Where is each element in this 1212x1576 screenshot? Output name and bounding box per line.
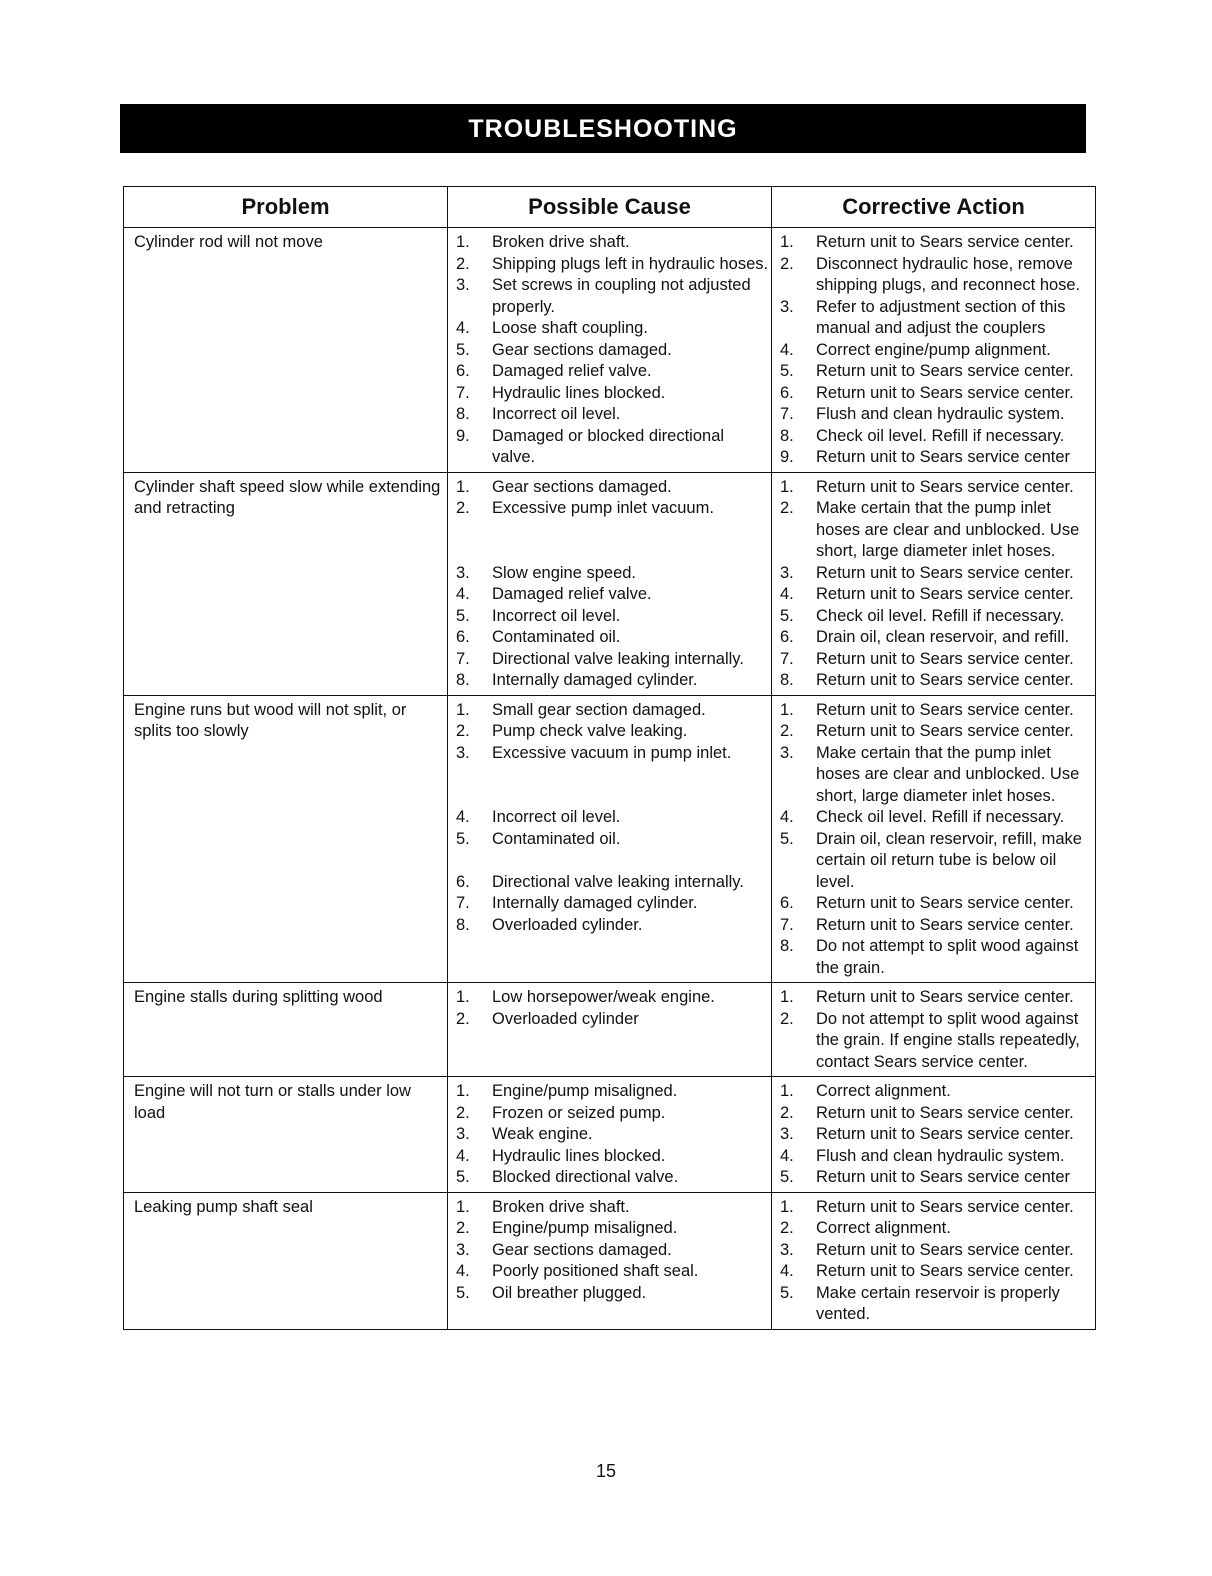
item-text: Return unit to Sears service center. — [816, 477, 1074, 496]
cause-item — [456, 361, 769, 383]
item-text: Make certain that the pump inlet hoses are clear and unblocked. Use short, large diameter inlet hoses. — [816, 743, 1080, 805]
item-text: Hydraulic lines blocked. — [492, 383, 666, 402]
cause-item — [456, 340, 769, 362]
item-text: Drain oil, clean reservoir, refill, make certain oil return tube is below oil level. — [816, 829, 1082, 891]
problem-cell: Engine stalls during splitting wood — [124, 983, 448, 1077]
item-text: Broken drive shaft. — [492, 233, 630, 251]
item-text: Return unit to Sears service center. — [816, 1240, 1074, 1259]
action-item — [780, 563, 1093, 585]
table-row — [124, 472, 1096, 695]
item-number: 5. — [456, 606, 470, 625]
action-item — [780, 1240, 1093, 1262]
item-number: 7. — [456, 383, 470, 402]
item-text: Internally damaged cylinder. — [492, 671, 698, 689]
item-number: 3. — [456, 563, 470, 582]
item-text: Shipping plugs left in hydraulic hoses. — [492, 254, 769, 273]
item-text: Make certain that the pump inlet hoses are clear and unblocked. Use short, large diameter inlet hoses. — [816, 499, 1080, 560]
item-text: Gear sections damaged. — [492, 1240, 672, 1259]
item-number: 4. — [456, 319, 470, 337]
item-number: 2. — [456, 1219, 470, 1237]
page-title-banner: TROUBLESHOOTING — [120, 104, 1086, 153]
cause-cell — [448, 983, 772, 1077]
cause-item — [456, 426, 769, 469]
action-item — [780, 254, 1093, 297]
action-item — [780, 340, 1093, 362]
item-text: Hydraulic lines blocked. — [492, 1146, 666, 1165]
item-text: Refer to adjustment section of this manual and adjust the couplers — [816, 297, 1066, 337]
item-number: 8. — [456, 671, 470, 689]
item-number: 6. — [780, 894, 794, 912]
item-text: Return unit to Sears service center. — [816, 563, 1074, 582]
cause-item — [456, 627, 769, 649]
cause-item — [456, 498, 769, 563]
item-text: Weak engine. — [492, 1125, 593, 1143]
item-number: 1. — [780, 477, 794, 496]
item-number: 3. — [780, 1240, 794, 1259]
item-text: Return unit to Sears service center. — [816, 649, 1074, 668]
item-number: 8. — [780, 426, 794, 445]
item-text: Return unit to Sears service center — [816, 448, 1071, 466]
item-text: Incorrect oil level. — [492, 606, 621, 625]
item-number: 1. — [780, 988, 794, 1006]
item-text: Return unit to Sears service center. — [816, 1262, 1074, 1280]
action-cell — [772, 472, 1096, 695]
item-number: 2. — [456, 254, 470, 273]
item-text: Return unit to Sears service center — [816, 1168, 1071, 1186]
item-text: Damaged relief valve. — [492, 362, 652, 380]
cause-item — [456, 1009, 769, 1031]
item-number: 1. — [780, 1082, 794, 1100]
table-row — [124, 695, 1096, 983]
action-item — [780, 498, 1093, 563]
cause-item — [456, 477, 769, 499]
action-cell — [772, 983, 1096, 1077]
cause-item — [456, 987, 769, 1009]
item-text: Damaged or blocked directional valve. — [492, 426, 725, 466]
item-text: Low horsepower/weak engine. — [492, 988, 715, 1006]
item-number: 7. — [456, 894, 470, 912]
action-item — [780, 1124, 1093, 1146]
item-text: Drain oil, clean reservoir, and refill. — [816, 628, 1070, 646]
item-number: 4. — [456, 808, 470, 826]
item-text: Incorrect oil level. — [492, 405, 621, 423]
item-text: Flush and clean hydraulic system. — [816, 405, 1065, 423]
header-corrective-action: Corrective Action — [772, 187, 1096, 228]
item-number: 2. — [780, 499, 794, 517]
item-text: Loose shaft coupling. — [492, 319, 648, 337]
cause-item — [456, 872, 769, 894]
action-item — [780, 477, 1093, 499]
item-number: 4. — [780, 808, 794, 826]
item-text: Return unit to Sears service center. — [816, 1125, 1074, 1143]
cause-item — [456, 807, 769, 829]
action-item — [780, 1167, 1093, 1189]
item-text: Do not attempt to split wood against the grain. If engine stalls repeatedly, contact Sears service center. — [816, 1009, 1080, 1071]
item-number: 7. — [780, 649, 794, 668]
action-cell — [772, 228, 1096, 473]
item-text: Slow engine speed. — [492, 563, 637, 582]
header-row — [124, 187, 1096, 228]
cause-item — [456, 1124, 769, 1146]
item-text: Return unit to Sears service center. — [816, 362, 1074, 380]
item-text: Flush and clean hydraulic system. — [816, 1146, 1065, 1165]
action-item — [780, 1261, 1093, 1283]
cause-item — [456, 563, 769, 585]
cause-item — [456, 1218, 769, 1240]
item-number: 5. — [456, 1168, 470, 1186]
item-number: 5. — [456, 340, 470, 359]
item-number: 3. — [780, 743, 794, 762]
action-item — [780, 915, 1093, 937]
item-number: 1. — [456, 233, 470, 251]
item-number: 9. — [456, 426, 470, 445]
item-text: Engine/pump misaligned. — [492, 1082, 678, 1100]
item-number: 6. — [780, 383, 794, 402]
cause-item — [456, 1283, 769, 1305]
action-item — [780, 1146, 1093, 1168]
item-text: Return unit to Sears service center. — [816, 671, 1074, 689]
item-number: 3. — [456, 743, 470, 762]
item-number: 2. — [780, 254, 794, 273]
cause-item — [456, 721, 769, 743]
action-item — [780, 893, 1093, 915]
header-possible-cause: Possible Cause — [448, 187, 772, 228]
item-number: 1. — [780, 700, 794, 719]
action-item — [780, 606, 1093, 628]
item-text: Return unit to Sears service center. — [816, 233, 1074, 251]
item-text: Broken drive shaft. — [492, 1197, 630, 1216]
action-item — [780, 447, 1093, 469]
cause-item — [456, 232, 769, 254]
item-text: Blocked directional valve. — [492, 1168, 679, 1186]
action-item — [780, 700, 1093, 722]
action-cell — [772, 1077, 1096, 1193]
item-number: 2. — [780, 1219, 794, 1237]
action-item — [780, 743, 1093, 808]
item-text: Poorly positioned shaft seal. — [492, 1262, 699, 1280]
item-text: Make certain reservoir is properly vented. — [816, 1283, 1060, 1323]
item-text: Internally damaged cylinder. — [492, 894, 698, 912]
item-number: 5. — [780, 1283, 794, 1302]
action-item — [780, 1283, 1093, 1326]
item-text: Return unit to Sears service center. — [816, 585, 1074, 603]
item-number: 1. — [456, 700, 470, 719]
action-item — [780, 649, 1093, 671]
cause-cell — [448, 228, 772, 473]
item-text: Damaged relief valve. — [492, 585, 652, 603]
item-text: Check oil level. Refill if necessary. — [816, 426, 1065, 445]
item-text: Return unit to Sears service center. — [816, 894, 1074, 912]
item-text: Gear sections damaged. — [492, 477, 672, 496]
table-row — [124, 1192, 1096, 1329]
action-item — [780, 361, 1093, 383]
item-number: 1. — [456, 1197, 470, 1216]
cause-item — [456, 318, 769, 340]
action-cell — [772, 1192, 1096, 1329]
cause-item — [456, 584, 769, 606]
item-number: 2. — [780, 722, 794, 740]
item-number: 4. — [780, 585, 794, 603]
action-item — [780, 297, 1093, 340]
item-number: 5. — [780, 606, 794, 625]
cause-item — [456, 606, 769, 628]
item-text: Set screws in coupling not adjusted properly. — [492, 276, 751, 316]
action-item — [780, 721, 1093, 743]
item-text: Pump check valve leaking. — [492, 722, 688, 740]
item-text: Small gear section damaged. — [492, 700, 706, 719]
item-text: Check oil level. Refill if necessary. — [816, 606, 1065, 625]
item-text: Overloaded cylinder. — [492, 915, 643, 934]
item-number: 2. — [780, 1103, 794, 1122]
item-text: Return unit to Sears service center. — [816, 383, 1074, 402]
action-cell — [772, 695, 1096, 983]
table-row — [124, 1077, 1096, 1193]
item-number: 8. — [780, 671, 794, 689]
item-number: 6. — [780, 628, 794, 646]
item-number: 3. — [456, 1240, 470, 1259]
item-number: 3. — [780, 297, 794, 316]
action-item — [780, 1103, 1093, 1125]
item-text: Return unit to Sears service center. — [816, 1197, 1074, 1216]
action-item — [780, 936, 1093, 979]
cause-item — [456, 1261, 769, 1283]
cause-item — [456, 1197, 769, 1219]
action-item — [780, 627, 1093, 649]
cause-item — [456, 1146, 769, 1168]
item-text: Correct alignment. — [816, 1082, 951, 1100]
cause-item — [456, 829, 769, 872]
cause-item — [456, 670, 769, 692]
item-text: Incorrect oil level. — [492, 808, 621, 826]
item-text: Directional valve leaking internally. — [492, 649, 744, 668]
item-number: 8. — [780, 937, 794, 955]
problem-cell: Leaking pump shaft seal — [124, 1192, 448, 1329]
item-number: 7. — [456, 649, 470, 668]
cause-cell — [448, 695, 772, 983]
item-text: Excessive vacuum in pump inlet. — [492, 743, 732, 762]
item-number: 2. — [456, 1103, 470, 1122]
action-item — [780, 829, 1093, 894]
problem-cell: Cylinder shaft speed slow while extending and retracting — [124, 472, 448, 695]
item-text: Frozen or seized pump. — [492, 1103, 666, 1122]
cause-item — [456, 649, 769, 671]
item-number: 4. — [456, 1146, 470, 1165]
problem-cell: Engine runs but wood will not split, or splits too slowly — [124, 695, 448, 983]
problem-cell: Cylinder rod will not move — [124, 228, 448, 473]
cause-item — [456, 254, 769, 276]
item-number: 6. — [456, 872, 470, 891]
item-number: 1. — [456, 988, 470, 1006]
item-number: 6. — [456, 628, 470, 646]
item-number: 2. — [456, 499, 470, 517]
cause-item — [456, 1103, 769, 1125]
cause-item — [456, 743, 769, 808]
action-item — [780, 1009, 1093, 1074]
item-text: Excessive pump inlet vacuum. — [492, 499, 714, 517]
item-number: 5. — [780, 362, 794, 380]
item-text: Return unit to Sears service center. — [816, 988, 1074, 1006]
item-text: Return unit to Sears service center. — [816, 700, 1074, 719]
item-number: 5. — [780, 1168, 794, 1186]
action-item — [780, 404, 1093, 426]
header-problem: Problem — [124, 187, 448, 228]
action-item — [780, 807, 1093, 829]
item-text: Disconnect hydraulic hose, remove shipping plugs, and reconnect hose. — [816, 254, 1081, 294]
item-text: Engine/pump misaligned. — [492, 1219, 678, 1237]
item-number: 2. — [780, 1009, 794, 1028]
item-number: 3. — [780, 563, 794, 582]
action-item — [780, 1081, 1093, 1103]
item-text: Correct engine/pump alignment. — [816, 340, 1051, 359]
cause-item — [456, 383, 769, 405]
item-text: Overloaded cylinder — [492, 1009, 639, 1028]
cause-item — [456, 700, 769, 722]
cause-item — [456, 404, 769, 426]
action-item — [780, 987, 1093, 1009]
item-number: 1. — [780, 1197, 794, 1216]
item-text: Do not attempt to split wood against the grain. — [816, 937, 1079, 977]
item-number: 2. — [456, 722, 470, 740]
cause-item — [456, 893, 769, 915]
item-text: Check oil level. Refill if necessary. — [816, 808, 1065, 826]
cause-cell — [448, 1077, 772, 1193]
item-number: 3. — [456, 1125, 470, 1143]
item-text: Contaminated oil. — [492, 829, 621, 848]
action-item — [780, 1218, 1093, 1240]
item-number: 1. — [780, 233, 794, 251]
item-number: 4. — [456, 585, 470, 603]
table-row — [124, 983, 1096, 1077]
cause-item — [456, 1167, 769, 1189]
item-text: Oil breather plugged. — [492, 1283, 647, 1302]
action-item — [780, 670, 1093, 692]
item-text: Return unit to Sears service center. — [816, 1103, 1074, 1122]
item-number: 5. — [456, 1283, 470, 1302]
item-number: 4. — [780, 340, 794, 359]
item-number: 4. — [780, 1262, 794, 1280]
troubleshooting-table — [123, 186, 1096, 1330]
action-item — [780, 426, 1093, 448]
item-number: 7. — [780, 405, 794, 423]
cause-cell — [448, 1192, 772, 1329]
cause-item — [456, 275, 769, 318]
item-text: Gear sections damaged. — [492, 340, 672, 359]
item-number: 1. — [456, 1082, 470, 1100]
item-number: 9. — [780, 448, 794, 466]
item-number: 5. — [780, 829, 794, 848]
item-number: 8. — [456, 405, 470, 423]
action-item — [780, 232, 1093, 254]
cause-item — [456, 915, 769, 937]
item-number: 4. — [456, 1262, 470, 1280]
action-item — [780, 383, 1093, 405]
table-row — [124, 228, 1096, 473]
item-number: 8. — [456, 915, 470, 934]
cause-cell — [448, 472, 772, 695]
cause-item — [456, 1240, 769, 1262]
item-text: Return unit to Sears service center. — [816, 722, 1074, 740]
item-number: 2. — [456, 1009, 470, 1028]
page-number: 15 — [595, 1461, 617, 1481]
item-number: 3. — [780, 1125, 794, 1143]
item-number: 3. — [456, 276, 470, 294]
item-text: Directional valve leaking internally. — [492, 872, 744, 891]
item-text: Correct alignment. — [816, 1219, 951, 1237]
action-item — [780, 1197, 1093, 1219]
item-number: 1. — [456, 477, 470, 496]
action-item — [780, 584, 1093, 606]
problem-cell: Engine will not turn or stalls under low load — [124, 1077, 448, 1193]
item-text: Contaminated oil. — [492, 628, 621, 646]
item-number: 5. — [456, 829, 470, 848]
cause-item — [456, 1081, 769, 1103]
item-text: Return unit to Sears service center. — [816, 915, 1074, 934]
item-number: 7. — [780, 915, 794, 934]
item-number: 4. — [780, 1146, 794, 1165]
item-number: 6. — [456, 362, 470, 380]
